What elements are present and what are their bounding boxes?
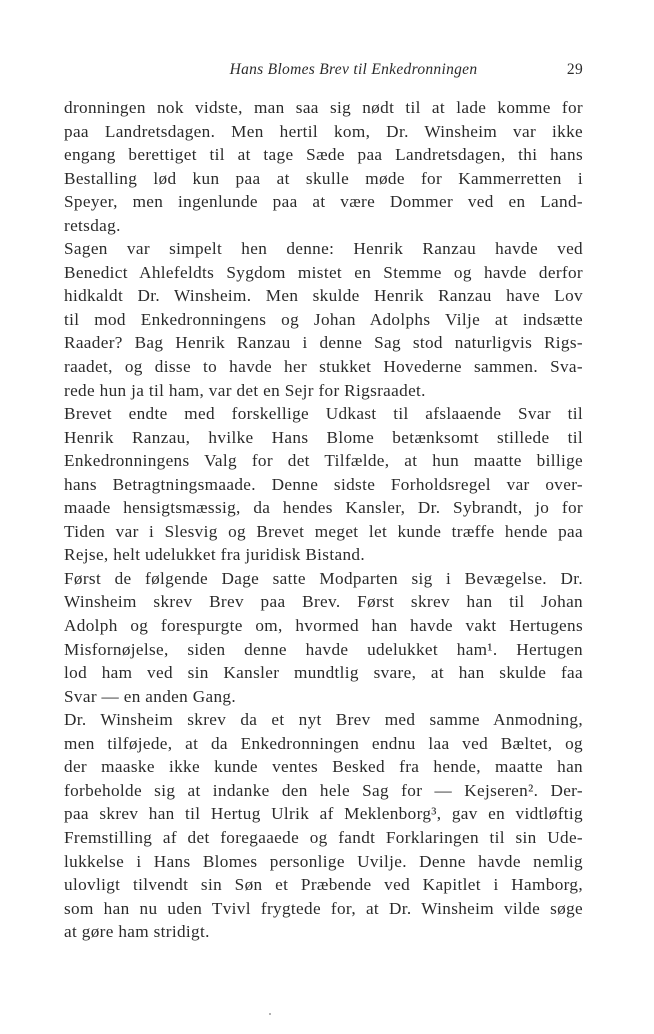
text-line: Benedict Ahlefeldts Sygdom mistet en Stemme og havde derfor	[64, 262, 583, 282]
text-line: Misfornøjelse, siden denne havde udelukket ham¹. Hertugen	[64, 639, 583, 659]
text-line: maade hensigtsmæssig, da hendes Kansler, Dr. Sybrandt, jo for	[64, 498, 583, 518]
text-line: raadet, og disse to havde her stukket Hovederne sammen. Sva-	[64, 357, 583, 377]
running-title: Hans Blomes Brev til Enkedronningen	[229, 61, 478, 78]
paragraph	[64, 567, 583, 708]
body-text	[64, 96, 583, 944]
text-line: der maaske ikke kunde ventes Besked fra hende, maatte han	[64, 757, 583, 777]
text-line: som han nu uden Tvivl frygtede for, at Dr. Winsheim vilde søge	[64, 898, 583, 918]
text-line: Tiden var i Slesvig og Brevet meget let kunde træffe hende paa	[64, 521, 583, 541]
text-line: hidkaldt Dr. Winsheim. Men skulde Henrik Ranzau have Lov	[64, 286, 583, 306]
text-line: hans Betragtningsmaade. Denne sidste Forholdsregel var over-	[64, 474, 583, 494]
paragraph	[64, 237, 583, 402]
text-line: ulovligt tilvendt sin Søn et Præbende ved Kapitlet i Hamborg,	[64, 875, 583, 895]
text-line: dronningen nok vidste, man saa sig nødt til at lade komme for	[64, 98, 583, 117]
print-speck	[269, 1013, 271, 1015]
text-line: paa Landretsdagen. Men hertil kom, Dr. Winsheim var ikke	[64, 121, 583, 141]
text-line: at gøre ham stridigt.	[64, 922, 210, 942]
page-number: 29	[566, 61, 583, 78]
paragraph	[64, 96, 583, 237]
text-line: retsdag.	[64, 215, 121, 235]
paragraph	[64, 708, 583, 943]
text-line: forbeholde sig at indanke den hele Sag for — Kejseren². Der-	[64, 780, 583, 800]
text-line: lod ham ved sin Kansler mundtlig svare, at han skulde faa	[64, 663, 583, 683]
text-line: engang berettiget til at tage Sæde paa Landretsdagen, thi hans	[64, 145, 583, 165]
text-line: Dr. Winsheim skrev da et nyt Brev med samme Anmodning,	[64, 710, 583, 730]
text-line: Speyer, men ingenlunde paa at være Dommer ved en Land-	[64, 192, 583, 212]
text-line: rede hun ja til ham, var det en Sejr for Rigsraadet.	[64, 380, 426, 400]
text-line: Raader? Bag Henrik Ranzau i denne Sag stod naturligvis Rigs-	[64, 333, 583, 353]
text-line: Brevet endte med forskellige Udkast til afslaaende Svar til	[64, 404, 583, 424]
text-line: til mod Enkedronningens og Johan Adolphs Vilje at indsætte	[64, 309, 583, 329]
text-line: men tilføjede, at da Enkedronningen endnu laa ved Bæltet, og	[64, 733, 583, 753]
text-line: paa skrev han til Hertug Ulrik af Meklenborg³, gav en vidtløftig	[64, 804, 583, 824]
running-head	[64, 61, 583, 83]
text-line: Winsheim skrev Brev paa Brev. Først skrev han til Johan	[64, 592, 583, 612]
text-line: lukkelse i Hans Blomes personlige Uvilje. Denne havde nemlig	[64, 851, 583, 871]
text-line: Svar — en anden Gang.	[64, 686, 237, 706]
text-line: Adolph og forespurgte om, hvormed han havde vakt Hertugens	[64, 616, 583, 636]
text-line: Rejse, helt udelukket fra juridisk Bistand.	[64, 545, 365, 565]
text-line: Henrik Ranzau, hvilke Hans Blome betænksomt stillede til	[64, 427, 583, 447]
text-line: Enkedronningens Valg for det Tilfælde, at hun maatte billige	[64, 451, 583, 471]
text-line: Fremstilling af det foregaaede og fandt Forklaringen til sin Ude-	[64, 827, 583, 847]
text-line: Først de følgende Dage satte Modparten sig i Bevægelse. Dr.	[64, 568, 583, 588]
text-line: Bestalling lød kun paa at skulle møde for Kammerretten i	[64, 168, 583, 188]
text-line: Sagen var simpelt hen denne: Henrik Ranzau havde ved	[64, 239, 583, 259]
paragraph	[64, 402, 583, 567]
